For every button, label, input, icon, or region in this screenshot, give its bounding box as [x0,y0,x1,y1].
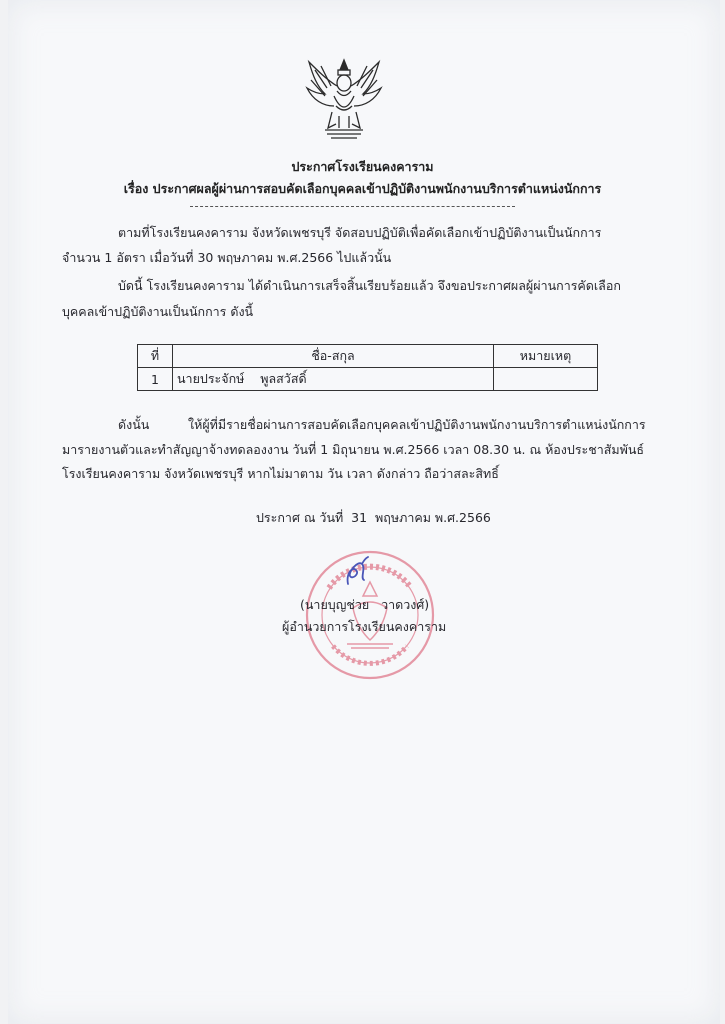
row-name: นายประจักษ์ พูลสวัสดิ์ [173,368,494,391]
conclusion-line-1: ให้ผู้ที่มีรายชื่อผ่านการสอบคัดเลือกบุคคลเข้าปฏิบัติงานพนักงานบริการตำแหน่งนักการ [188,417,646,432]
row-note [494,368,598,391]
signature-mark [342,556,370,590]
column-header-name: ชื่อ-สกุล [173,345,494,368]
paragraph-1-line-1: ตามที่โรงเรียนคงคาราม จังหวัดเพชรบุรี จัดสอบปฏิบัติเพื่อคัดเลือกเข้าปฏิบัติงานเป็นนักการ [118,225,602,240]
table-header-row [138,345,598,368]
row-number: 1 [138,368,173,391]
conclusion-line-2: มารายงานตัวและทำสัญญาจ้างทดลองงาน วันที่ 1 มิถุนายน พ.ศ.2566 เวลา 08.30 น. ณ ห้องประชาสัมพันธ์ [62,442,645,457]
paragraph-2-line-2: บุคคลเข้าปฏิบัติงานเป็นนักการ ดังนี้ [62,304,254,319]
paragraph-1-line-2: จำนวน 1 อัตรา เมื่อวันที่ 30 พฤษภาคม พ.ศ.2566 ไปแล้วนั้น [62,250,392,265]
column-header-number: ที่ [138,345,173,368]
announcement-title: ประกาศโรงเรียนคงคาราม [291,159,434,174]
dashed-divider [190,206,515,207]
signatory-position: ผู้อำนวยการโรงเรียนคงคาราม [282,619,447,634]
dateline: ประกาศ ณ วันที่ 31 พฤษภาคม พ.ศ.2566 [256,510,491,525]
table-row [138,368,598,391]
conclusion-lead: ดังนั้น [118,417,150,432]
column-header-note: หมายเหตุ [494,345,598,368]
garuda-emblem-icon [303,56,385,142]
official-seal-stamp [303,548,437,682]
announcement-subject: เรื่อง ประกาศผลผู้ผ่านการสอบคัดเลือกบุคคลเข้าปฏิบัติงานพนักงานบริการตำแหน่งนักการ [123,181,602,196]
paragraph-2-line-1: บัดนี้ โรงเรียนคงคาราม ได้ดำเนินการเสร็จสิ้นเรียบร้อยแล้ว จึงขอประกาศผลผู้ผ่านการคัดเลือก [118,278,621,293]
conclusion-line-3: โรงเรียนคงคาราม จังหวัดเพชรบุรี หากไม่มาตาม วัน เวลา ดังกล่าว ถือว่าสละสิทธิ์ [62,466,499,481]
signatory-name: (นายบุญช่วย วาดวงศ์) [300,597,430,612]
candidate-table [137,344,598,391]
